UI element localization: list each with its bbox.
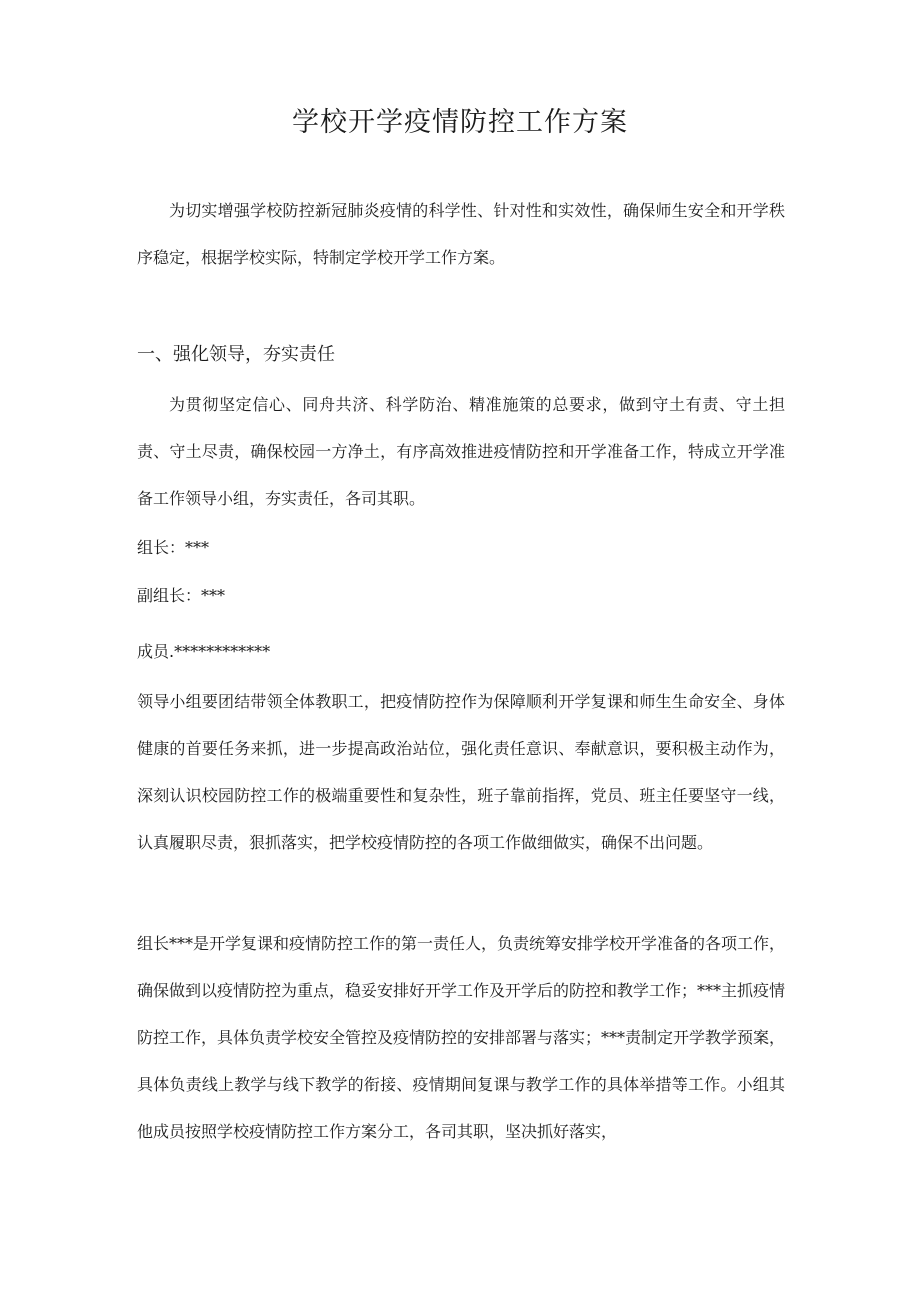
deputy-leader-line: 副组长：*** — [137, 586, 226, 605]
intro-paragraph: 为切实增强学校防控新冠肺炎疫情的科学性、针对性和实效性，确保师生安全和开学秩序稳定，根据学校实际，特制定学校开学工作方案。 — [137, 201, 785, 267]
duty-paragraph: 领导小组要团结带领全体教职工，把疫情防控作为保障顺利开学复课和师生生命安全、身体健康的首要任务来抓，进一步提高政治站位，强化责任意识、奉献意识，要积极主动作为，深刻认识校园防控工作的极端重要性和复杂性，班子靠前指挥，党员、班主任要坚守一线，认真履职尽责，狠抓落实，把学校疫情防控的各项工作做细做实，确保不出问题。 — [137, 692, 785, 852]
members-line: 成员.************ — [137, 642, 271, 661]
section-heading: 一、强化领导，夯实责任 — [137, 344, 335, 365]
roles-paragraph: 组长***是开学复课和疫情防控工作的第一责任人，负责统筹安排学校开学准备的各项工作，确保做到以疫情防控为重点，稳妥安排好开学工作及开学后的防控和教学工作；***主抓疫情防控工作，具体负责学校安全管控及疫情防控的安排部署与落实；***责制定开学教学预案，具体负责线上教学与线下教学的衔接、疫情期间复课与教学工作的具体举措等工作。小组其他成员按照学校疫情防控工作方案分工，各司其职，坚决抓好落实， — [137, 934, 786, 1141]
section-paragraph: 为贯彻坚定信心、同舟共济、科学防治、精准施策的总要求，做到守土有责、守土担责、守土尽责，确保校园一方净土，有序高效推进疫情防控和开学准备工作，特成立开学准备工作领导小组，夯实责任，各司其职。 — [137, 395, 785, 508]
leader-line: 组长：*** — [137, 538, 210, 557]
document-title: 学校开学疫情防控工作方案 — [292, 107, 628, 138]
